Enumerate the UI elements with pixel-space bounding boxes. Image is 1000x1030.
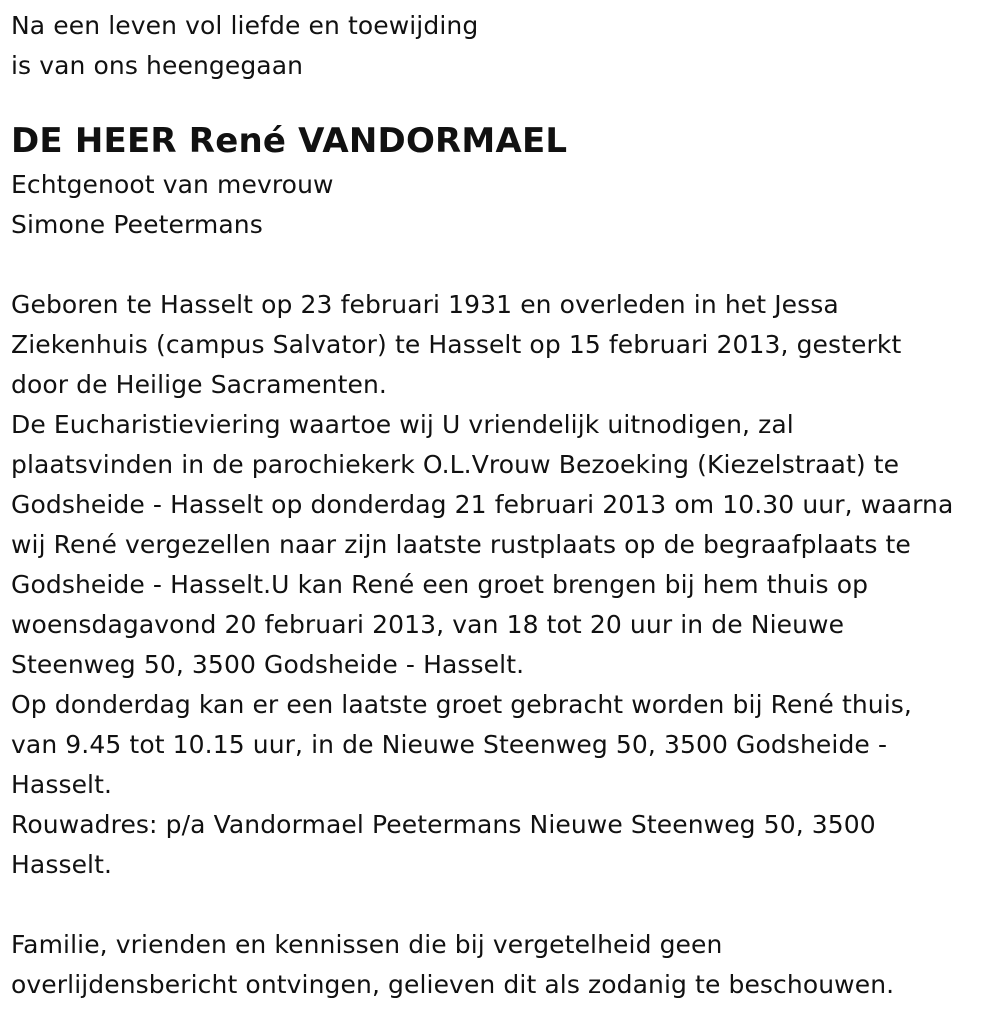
closing-line-2: overlijdensbericht ontvingen, gelieven dit als zodanig te beschouwen.	[11, 970, 895, 999]
obituary-details	[11, 285, 990, 885]
details-line: woensdagavond 20 februari 2013, van 18 tot 20 uur in de Nieuwe	[11, 610, 845, 639]
intro-text	[11, 6, 990, 86]
details-line: Hasselt.	[11, 770, 113, 799]
details-line: Hasselt.	[11, 850, 113, 879]
spouse-line-1: Echtgenoot van mevrouw	[11, 170, 334, 199]
details-line: wij René vergezellen naar zijn laatste rustplaats op de begraafplaats te	[11, 530, 911, 559]
closing-note	[11, 925, 990, 1005]
spouse-info	[11, 165, 990, 245]
details-line: van 9.45 tot 10.15 uur, in de Nieuwe Steenweg 50, 3500 Godsheide -	[11, 730, 888, 759]
details-line: Steenweg 50, 3500 Godsheide - Hasselt.	[11, 650, 525, 679]
deceased-name: DE HEER René VANDORMAEL	[11, 121, 568, 161]
details-line: Rouwadres: p/a Vandormael Peetermans Nieuwe Steenweg 50, 3500	[11, 810, 876, 839]
details-line: Godsheide - Hasselt.U kan René een groet brengen bij hem thuis op	[11, 570, 869, 599]
details-line: door de Heilige Sacramenten.	[11, 370, 387, 399]
details-line: Op donderdag kan er een laatste groet gebracht worden bij René thuis,	[11, 690, 912, 719]
intro-line-2: is van ons heengegaan	[11, 51, 304, 80]
intro-line-1: Na een leven vol liefde en toewijding	[11, 11, 479, 40]
details-line: Geboren te Hasselt op 23 februari 1931 en overleden in het Jessa	[11, 290, 839, 319]
details-line: Ziekenhuis (campus Salvator) te Hasselt op 15 februari 2013, gesterkt	[11, 330, 902, 359]
closing-line-1: Familie, vrienden en kennissen die bij vergetelheid geen	[11, 930, 723, 959]
details-line: Godsheide - Hasselt op donderdag 21 februari 2013 om 10.30 uur, waarna	[11, 490, 954, 519]
spouse-line-2: Simone Peetermans	[11, 210, 263, 239]
details-line: plaatsvinden in de parochiekerk O.L.Vrouw Bezoeking (Kiezelstraat) te	[11, 450, 900, 479]
details-line: De Eucharistieviering waartoe wij U vriendelijk uitnodigen, zal	[11, 410, 794, 439]
